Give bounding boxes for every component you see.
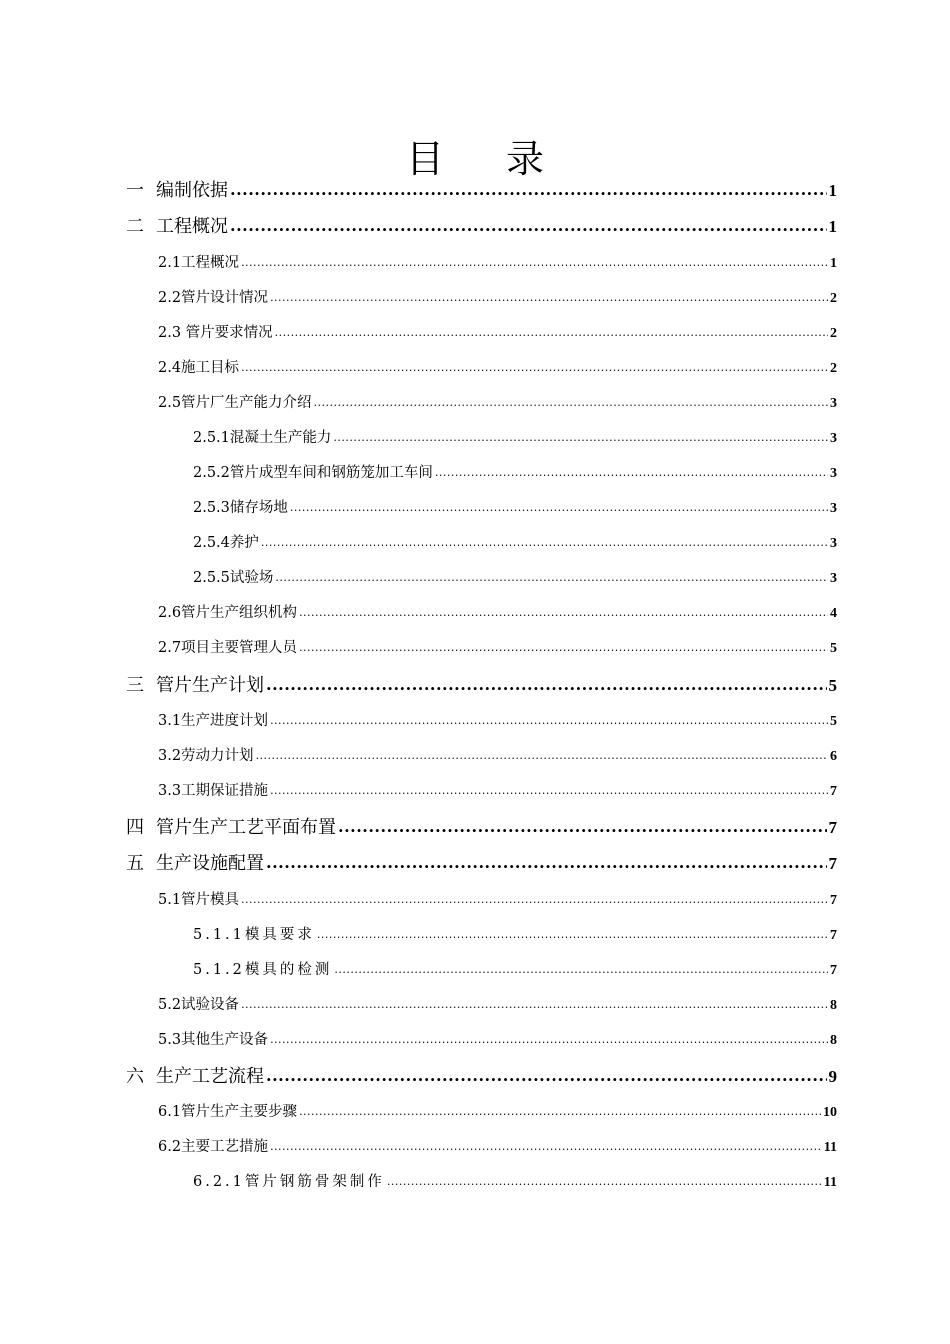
- toc-page-number: 5: [830, 641, 837, 656]
- toc-entry-label: 2.5.4养护: [193, 535, 259, 551]
- toc-leader-dots: [256, 749, 828, 762]
- toc-entry-label: 2.5.1混凝土生产能力: [193, 430, 332, 446]
- toc-leader-dots: [275, 326, 828, 339]
- toc-entry-label: 5.1.2模具的检测: [193, 962, 333, 978]
- toc-page-number: 3: [830, 501, 837, 516]
- toc-entry-label: 编制依据: [156, 180, 228, 201]
- toc-entry-label: 2.6管片生产组织机构: [158, 605, 298, 621]
- toc-chapter-number: 六: [126, 1066, 144, 1087]
- toc-leader-dots: [241, 256, 828, 269]
- toc-leader-dots: [270, 1033, 828, 1046]
- toc-leader-dots: [314, 396, 828, 409]
- toc-leader-dots: [241, 361, 828, 374]
- toc-chapter-number: 五: [126, 853, 144, 874]
- toc-entry-2-1[interactable]: [158, 251, 837, 272]
- toc-page-number: 6: [830, 749, 837, 764]
- toc-leader-dots: [266, 675, 827, 694]
- toc-chapter-number: 三: [126, 675, 144, 696]
- toc-page-number: 1: [830, 256, 837, 271]
- toc-title-part1: 目: [405, 137, 444, 181]
- toc-entry-label: 2.1工程概况: [158, 255, 240, 271]
- toc-entry-label: 5.3其他生产设备: [158, 1032, 269, 1048]
- toc-entry-6-1[interactable]: [158, 1100, 837, 1121]
- toc-leader-dots: [333, 431, 828, 444]
- toc-entry-label: 工程概况: [156, 216, 228, 237]
- toc-leader-dots: [266, 1066, 827, 1085]
- toc-entry-3-1[interactable]: [158, 709, 837, 730]
- toc-entry-chapter-2[interactable]: [126, 212, 837, 238]
- toc-page-number: 3: [830, 466, 837, 481]
- toc-entry-5-3[interactable]: [158, 1028, 837, 1049]
- toc-page-number: 1: [828, 181, 837, 200]
- toc-leader-dots: [435, 466, 828, 479]
- toc-chapter-number: 一: [126, 180, 144, 201]
- toc-entry-2-5-2[interactable]: [193, 461, 837, 482]
- toc-entry-chapter-6[interactable]: [126, 1062, 837, 1088]
- toc-chapter-number: 二: [126, 216, 144, 237]
- toc-entry-label: 2.3 管片要求情况: [158, 325, 273, 341]
- toc-page-number: 7: [828, 818, 837, 837]
- toc-page-number: 2: [830, 361, 837, 376]
- toc-leader-dots: [299, 606, 828, 619]
- toc-leader-dots: [317, 928, 828, 941]
- toc-entry-label: 3.1生产进度计划: [158, 713, 269, 729]
- toc-page-number: 10: [823, 1105, 837, 1120]
- toc-leader-dots: [230, 180, 827, 199]
- toc-leader-dots: [299, 641, 828, 654]
- toc-page-number: 7: [830, 963, 837, 978]
- toc-entry-label: 管片生产工艺平面布置: [156, 817, 336, 838]
- toc-leader-dots: [290, 501, 828, 514]
- toc-entry-2-5[interactable]: [158, 391, 837, 412]
- toc-title: [0, 128, 950, 183]
- toc-page-number: 9: [828, 1067, 837, 1086]
- toc-page-number: 7: [828, 854, 837, 873]
- toc-page-number: 7: [830, 893, 837, 908]
- toc-leader-dots: [275, 571, 828, 584]
- toc-entry-2-3[interactable]: [158, 321, 837, 342]
- toc-leader-dots: [270, 291, 828, 304]
- toc-page-number: 3: [830, 431, 837, 446]
- toc-page-number: 3: [830, 571, 837, 586]
- toc-entry-label: 2.5.5试验场: [193, 570, 274, 586]
- toc-page-number: 4: [830, 606, 837, 621]
- toc-entry-label: 2.5管片厂生产能力介绍: [158, 395, 312, 411]
- toc-entry-label: 2.2管片设计情况: [158, 290, 269, 306]
- toc-entry-label: 6.1管片生产主要步骤: [158, 1104, 298, 1120]
- toc-page-number: 11: [823, 1175, 837, 1190]
- toc-entry-chapter-3[interactable]: [126, 671, 837, 697]
- toc-entry-label: 2.7项目主要管理人员: [158, 640, 298, 656]
- toc-entry-label: 生产设施配置: [156, 853, 264, 874]
- toc-leader-dots: [261, 536, 828, 549]
- toc-entry-6-2-1[interactable]: [193, 1170, 837, 1191]
- toc-entry-label: 5.2试验设备: [158, 997, 240, 1013]
- toc-entry-label: 6.2主要工艺措施: [158, 1139, 269, 1155]
- toc-page-number: 3: [830, 536, 837, 551]
- toc-entry-5-1-1[interactable]: [193, 923, 837, 944]
- toc-entry-label: 2.4施工目标: [158, 360, 240, 376]
- toc-page-number: 8: [830, 1033, 837, 1048]
- toc-page-number: 7: [830, 928, 837, 943]
- toc-entry-label: 5.1管片模具: [158, 892, 240, 908]
- toc-entry-2-5-4[interactable]: [193, 531, 837, 552]
- toc-page-number: 2: [830, 291, 837, 306]
- toc-entry-5-2[interactable]: [158, 993, 837, 1014]
- toc-page-number: 5: [830, 714, 837, 729]
- toc-chapter-number: 四: [126, 817, 144, 838]
- toc-entry-6-2[interactable]: [158, 1135, 837, 1156]
- toc-page-number: 2: [830, 326, 837, 341]
- toc-entry-2-6[interactable]: [158, 601, 837, 622]
- toc-entry-chapter-1[interactable]: [126, 176, 837, 202]
- toc-leader-dots: [299, 1105, 821, 1118]
- toc-entry-3-3[interactable]: [158, 779, 837, 800]
- toc-entry-3-2[interactable]: [158, 744, 837, 765]
- toc-page-number: 3: [830, 396, 837, 411]
- toc-entry-chapter-4[interactable]: [126, 813, 837, 839]
- toc-entry-label: 5.1.1模具要求: [193, 927, 315, 943]
- toc-leader-dots: [241, 998, 828, 1011]
- toc-page-number: 1: [828, 217, 837, 236]
- toc-entry-2-4[interactable]: [158, 356, 837, 377]
- toc-leader-dots: [270, 1140, 822, 1153]
- toc-entry-2-2[interactable]: [158, 286, 837, 307]
- toc-page-number: 5: [828, 676, 837, 695]
- toc-entry-2-5-1[interactable]: [193, 426, 837, 447]
- toc-entry-5-1-2[interactable]: [193, 958, 837, 979]
- toc-page-number: 7: [830, 784, 837, 799]
- toc-entry-2-5-3[interactable]: [193, 496, 837, 517]
- toc-entry-label: 3.2劳动力计划: [158, 748, 254, 764]
- toc-entry-chapter-5[interactable]: [126, 849, 837, 875]
- toc-leader-dots: [266, 853, 827, 872]
- toc-entry-label: 管片生产计划: [156, 675, 264, 696]
- toc-page-number: 11: [823, 1140, 837, 1155]
- toc-entry-5-1[interactable]: [158, 888, 837, 909]
- toc-entry-label: 2.5.2管片成型车间和钢筋笼加工车间: [193, 465, 433, 481]
- toc-title-part2: 录: [506, 137, 545, 181]
- toc-entry-2-7[interactable]: [158, 636, 837, 657]
- toc-leader-dots: [338, 817, 827, 836]
- toc-entry-2-5-5[interactable]: [193, 566, 837, 587]
- toc-entry-label: 3.3工期保证措施: [158, 783, 269, 799]
- toc-entry-label: 生产工艺流程: [156, 1066, 264, 1087]
- toc-entry-label: 6.2.1管片钢筋骨架制作: [193, 1174, 385, 1190]
- toc-leader-dots: [230, 216, 827, 235]
- toc-leader-dots: [334, 963, 828, 976]
- toc-leader-dots: [270, 784, 828, 797]
- toc-entry-label: 2.5.3储存场地: [193, 500, 288, 516]
- toc-leader-dots: [270, 714, 828, 727]
- toc-leader-dots: [241, 893, 828, 906]
- toc-leader-dots: [387, 1175, 822, 1188]
- toc-page-number: 8: [830, 998, 837, 1013]
